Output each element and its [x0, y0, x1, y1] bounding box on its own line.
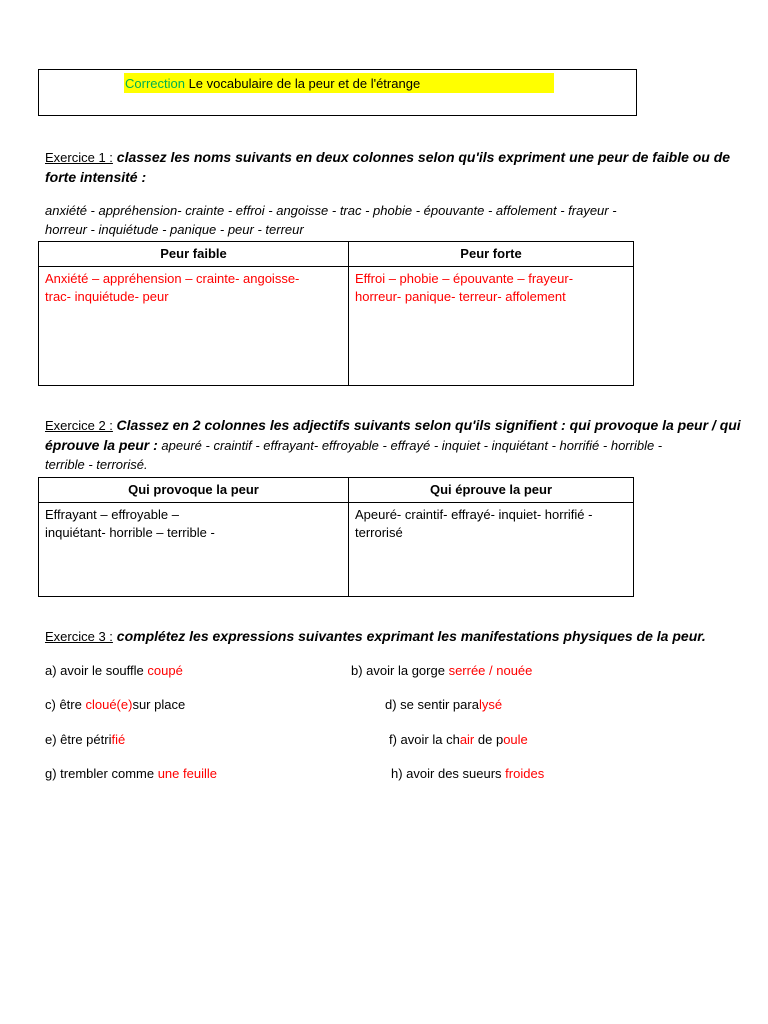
ex1-col2-header: Peur forte [349, 242, 634, 267]
ex2-col2-answer-line1: Apeuré- craintif- effrayé- inquiet- horrifié - [355, 507, 593, 522]
ex1-col1-answer-line1: Anxiété – appréhension – crainte- angoisse- [45, 271, 300, 286]
ex1-question-line1: classez les noms suivants en deux colonnes selon qu'ils expriment une peur de faible ou de [112, 149, 731, 165]
ex1-table [38, 241, 634, 386]
ex3-f-prefix: f) avoir la ch [389, 732, 460, 747]
ex3-label: Exercice 3 : [45, 629, 113, 644]
ex3-d-answer: lysé [478, 697, 503, 712]
ex2-col1-answer-line2: inquiétant- horrible – terrible - [45, 525, 215, 540]
ex2-table [38, 477, 634, 597]
ex2-col2-answers [349, 503, 634, 597]
ex2-words-line2: apeuré - craintif - effrayant- effroyable - effrayé - inquiet - inquiétant - horrifié - horrible - [157, 438, 663, 453]
ex1-col2-answer-line2: horreur- panique- terreur- affolement [355, 289, 566, 304]
ex3-item-c [45, 697, 185, 712]
ex3-item-b [351, 663, 532, 678]
ex1-col1-answers [39, 267, 349, 386]
ex1-label: Exercice 1 : [45, 150, 113, 165]
ex3-c-prefix: c) être [45, 697, 86, 712]
ex3-b-prefix: b) avoir la gorge [351, 663, 449, 678]
ex3-h-prefix: h) avoir des sueurs [391, 766, 506, 781]
ex2-words-line3: terrible - terrorisé. [45, 457, 148, 472]
correction-word: Correction [125, 76, 185, 91]
ex3-e-prefix: e) être pétri [45, 732, 112, 747]
ex3-question-text: complétez les expressions suivantes exprimant les manifestations physiques de la peur. [112, 628, 706, 644]
ex3-g-prefix: g) trembler comme [45, 766, 158, 781]
ex1-words-line2: horreur - inquiétude - panique - peur - terreur [45, 222, 304, 237]
ex2-question-line2: éprouve la peur : [45, 437, 158, 453]
ex2-line2 [45, 437, 662, 453]
ex3-item-e [45, 732, 125, 747]
ex3-g-answer: une feuille [157, 766, 217, 781]
ex3-f-mid: de p [474, 732, 504, 747]
ex3-item-f [389, 732, 528, 747]
ex1-question [45, 149, 730, 165]
ex3-item-d [385, 697, 502, 712]
ex1-col1-header: Peur faible [39, 242, 349, 267]
ex3-h-answer: froides [505, 766, 545, 781]
title-box [38, 69, 637, 116]
ex2-col1-answer-line1: Effrayant – effroyable – [45, 507, 179, 522]
ex2-col2-header: Qui éprouve la peur [349, 478, 634, 503]
ex1-words-line1: anxiété - appréhension- crainte - effroi - angoisse - trac - phobie - épouvante - affolement - frayeur - [45, 203, 617, 218]
ex2-question-line1: Classez en 2 colonnes les adjectifs suivants selon qu'ils signifient : qui provoque la peur / qui [116, 417, 741, 433]
ex2-col1-header: Qui provoque la peur [39, 478, 349, 503]
ex3-e-answer: fié [111, 732, 126, 747]
ex3-d-prefix: d) se sentir para [385, 697, 479, 712]
title-text: Le vocabulaire de la peur et de l'étrange [184, 76, 421, 91]
ex2-col1-answers [39, 503, 349, 597]
ex2-question [45, 417, 741, 433]
ex1-col2-answers [349, 267, 634, 386]
ex1-question-line2: forte intensité : [45, 169, 147, 185]
ex3-c-suffix: sur place [132, 697, 186, 712]
ex3-item-a [45, 663, 183, 678]
ex3-b-answer: serrée / nouée [448, 663, 533, 678]
ex3-c-answer: cloué(e) [85, 697, 133, 712]
ex2-label: Exercice 2 : [45, 418, 113, 433]
ex3-item-g [45, 766, 217, 781]
ex3-f-answer1: air [459, 732, 475, 747]
ex3-item-h [391, 766, 544, 781]
ex3-question [45, 628, 706, 644]
ex3-a-answer: coupé [147, 663, 183, 678]
ex3-f-answer2: oule [503, 732, 528, 747]
ex1-col2-answer-line1: Effroi – phobie – épouvante – frayeur- [355, 271, 574, 286]
ex3-a-prefix: a) avoir le souffle [45, 663, 148, 678]
page-title [125, 76, 420, 91]
ex2-col2-answer-line2: terrorisé [355, 525, 403, 540]
ex1-col1-answer-line2: trac- inquiétude- peur [45, 289, 169, 304]
